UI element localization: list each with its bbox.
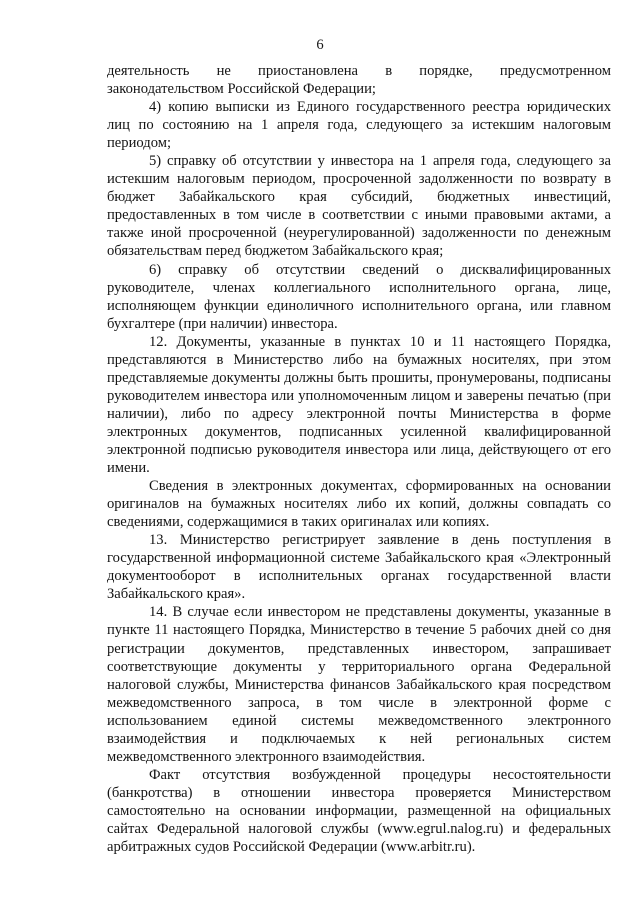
paragraph-item-5: 5) справку об отсутствии у инвестора на 1 апреля года, следующего за истекшим налоговым периодом, просроченной задолженности по возврату в бюджет Забайкальского края субсидий, бюджетных инвестиций, предоставленных в том числе в соответствии с иными правовыми актами, а также иной просроченной (неурегулированной) задолженности по денежным обязательствам перед бюджетом Забайкальского края; [107, 153, 611, 260]
page-number: 6 [316, 37, 324, 53]
paragraph-clause-14: 14. В случае если инвестором не представлены документы, указанные в пункте 11 настоящего Порядка, Министерство в течение 5 рабочих дней со дня регистрации документов, представленных инвестором, запрашивает соответствующие документы у территориального органа Федеральной налоговой службы, Министерства финансов Забайкальского края посредством межведомственного запроса, в том числе в электронной форме с использованием единой системы межведомственного электронного взаимодействия и подключаемых к ней региональных систем межведомственного электронного взаимодействия. [107, 604, 611, 765]
paragraph-bankruptcy-check: Факт отсутствия возбужденной процедуры несостоятельности (банкротства) в отношении инвестора проверяется Министерством самостоятельно на основании информации, размещенной на официальных сайтах Федеральной налоговой службы (www.egrul.nalog.ru) и федеральных арбитражных судов Российской Федерации (www.arbitr.ru). [107, 766, 611, 856]
paragraph-item-6: 6) справку об отсутствии сведений о дисквалифицированных руководителе, членах коллегиального исполнительного органа, лице, исполняющем функции единоличного исполнительного органа, или главном бухгалтере (при наличии) инвестора. [107, 261, 611, 332]
document-body [107, 62, 611, 856]
paragraph-clause-12: 12. Документы, указанные в пунктах 10 и 11 настоящего Порядка, представляются в Министерство либо на бумажных носителях, при этом представляемые документы должны быть прошиты, пронумерованы, подписаны руководителем инвестора или уполномоченным лицом и заверены печатью (при наличии), либо по адресу электронной почты Министерства в форме электронных документов, подписанных усиленной квалифицированной электронной подписью руководителя инвестора или лица, действующего от его имени. [107, 333, 611, 477]
paragraph-item-4: 4) копию выписки из Единого государственного реестра юридических лиц по состоянию на 1 апреля года, следующего за истекшим налоговым периодом; [107, 99, 611, 152]
paragraph-continuation: деятельность не приостановлена в порядке, предусмотренном законодательством Российской Федерации; [107, 63, 611, 98]
paragraph-clause-13: 13. Министерство регистрирует заявление в день поступления в государственной информационной системе Забайкальского края «Электронный документооборот в исполнительных органах государственной власти Забайкальского края». [107, 532, 611, 603]
paragraph-clause-12-electronic: Сведения в электронных документах, сформированных на основании оригиналов на бумажных носителях либо их копий, должны совпадать со сведениями, содержащимися в таких оригиналах или копиях. [107, 478, 611, 531]
